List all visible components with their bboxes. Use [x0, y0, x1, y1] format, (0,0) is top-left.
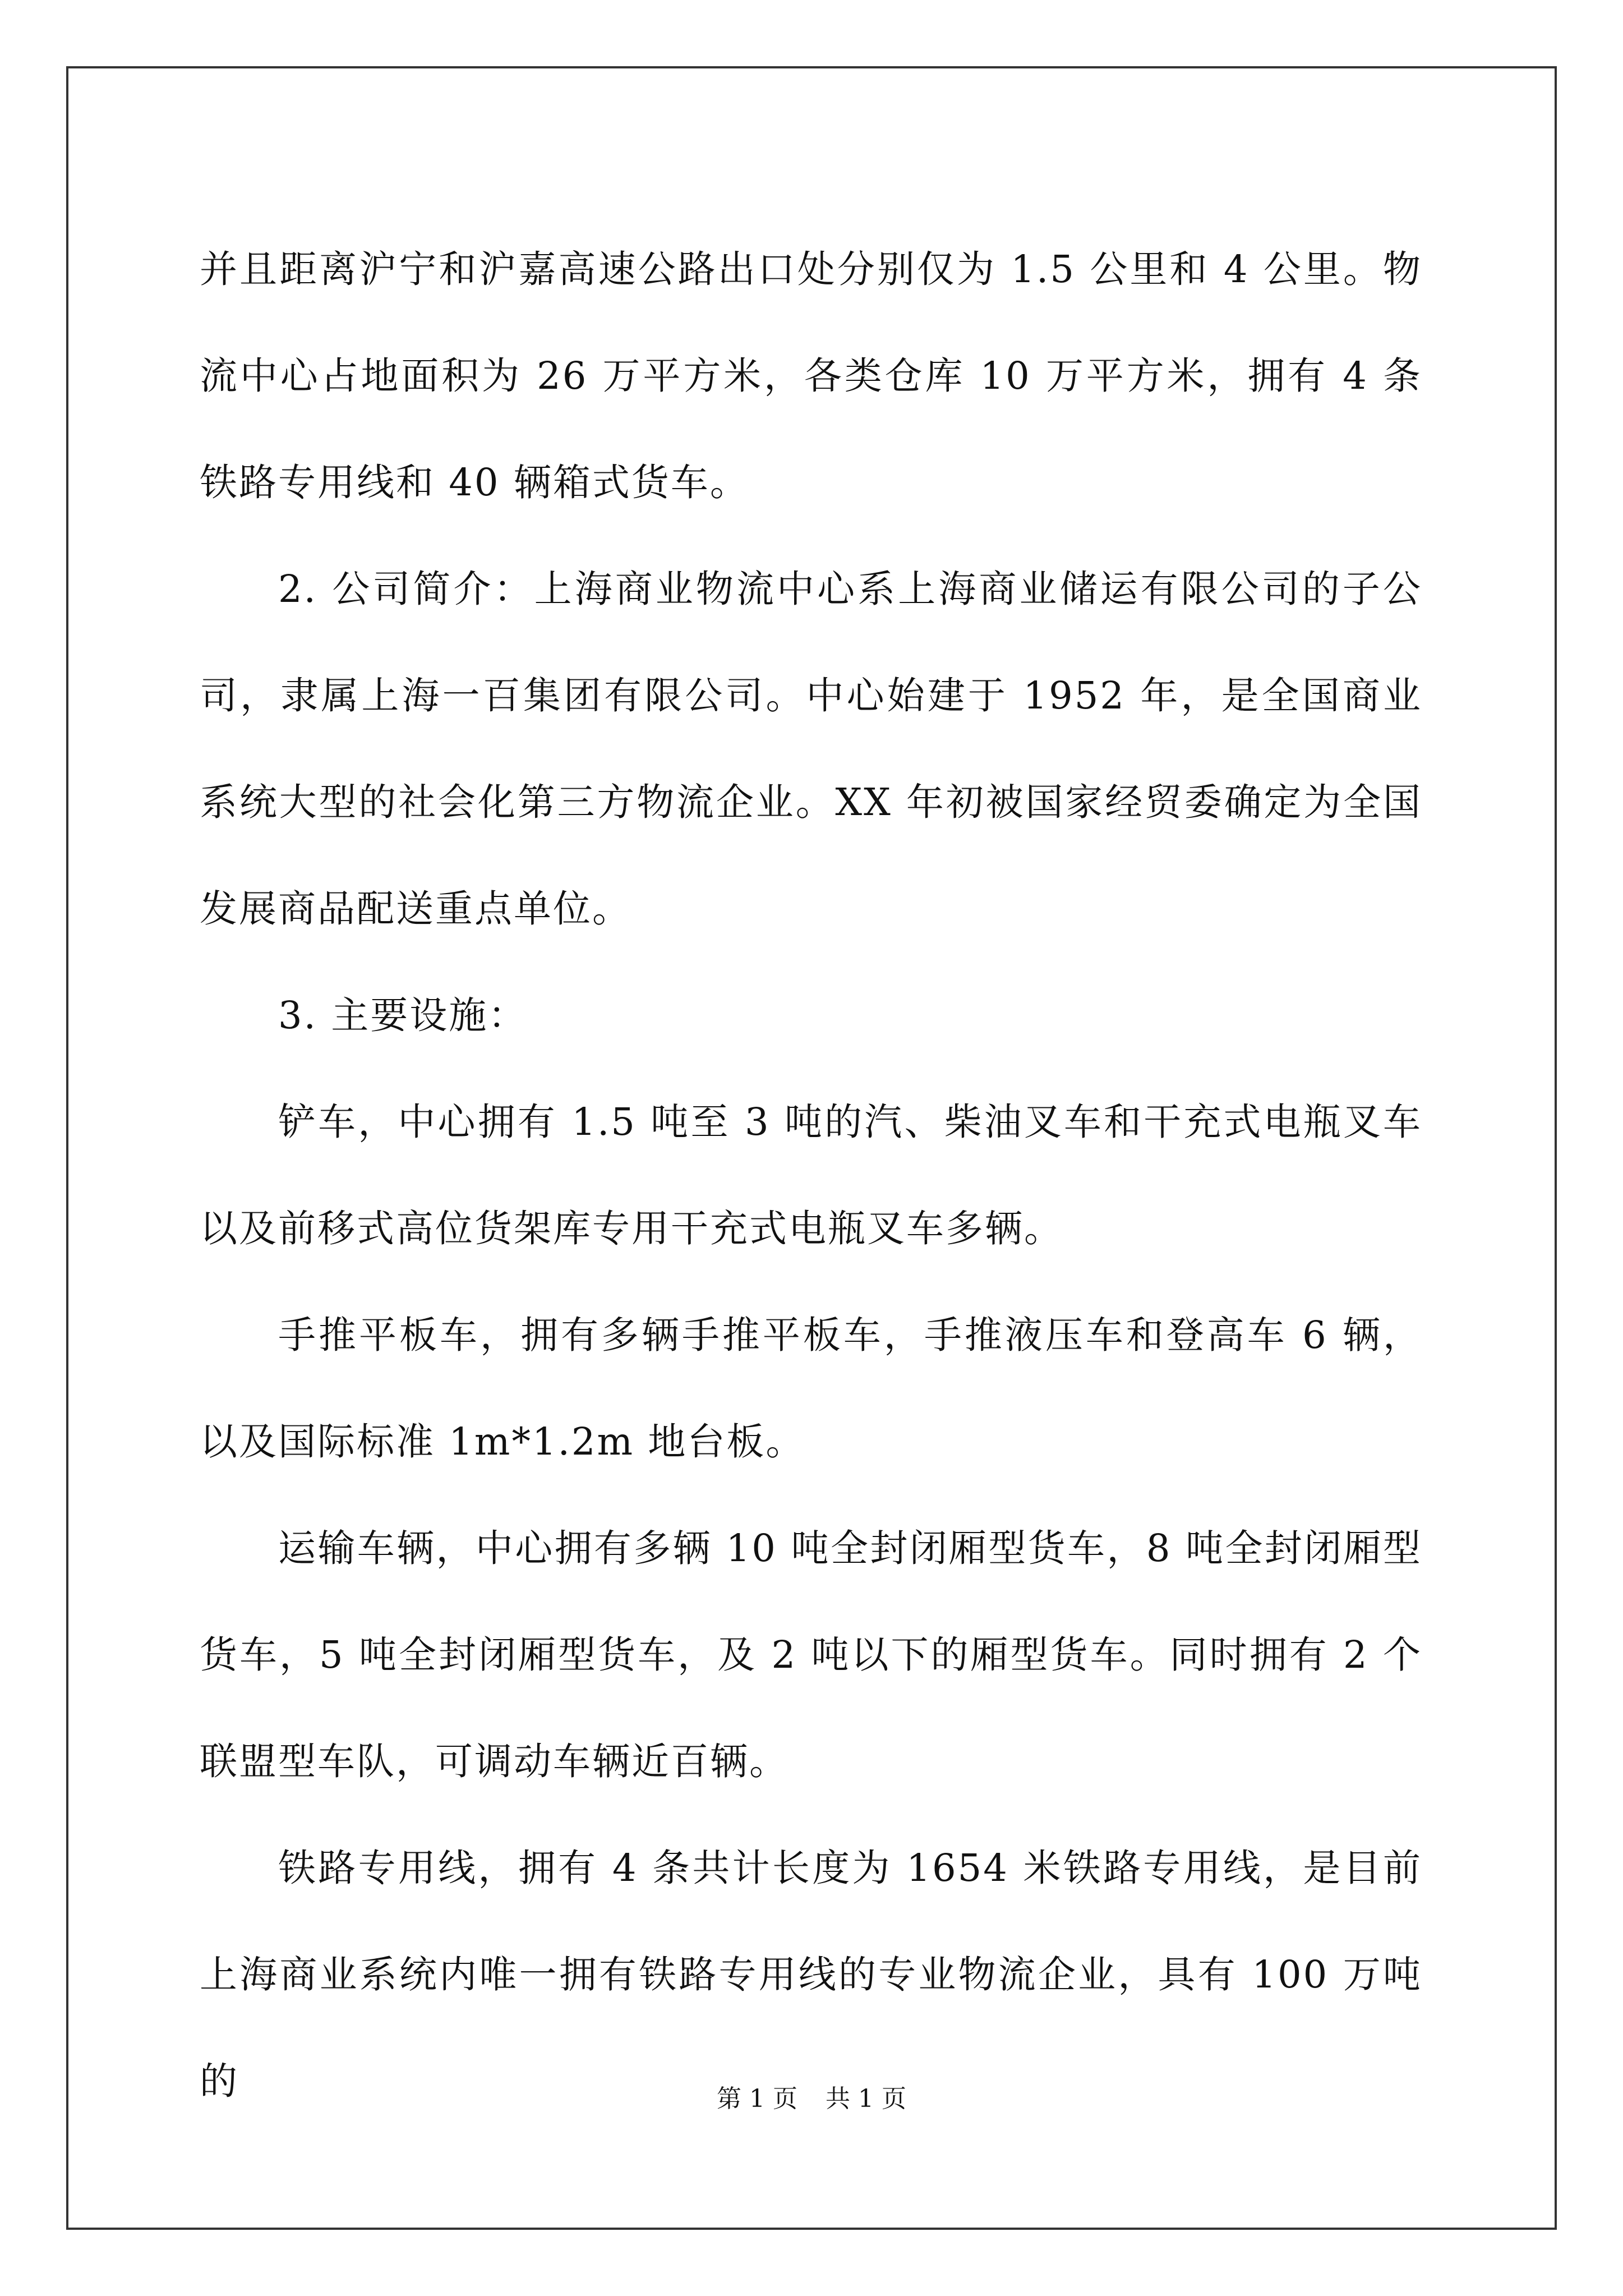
- paragraph-transport-vehicles: 运输车辆，中心拥有多辆 10 吨全封闭厢型货车，8 吨全封闭厢型货车，5 吨全封闭厢型货车，及 2 吨以下的厢型货车。同时拥有 2 个联盟型车队，可调动车辆近百辆。: [200, 1526, 1422, 1783]
- paragraph-main-facilities-heading: 3. 主要设施：: [278, 993, 528, 1037]
- paragraph-hand-carts: 手推平板车，拥有多辆手推平板车，手推液压车和登高车 6 辆，以及国际标准 1m*1.2m 地台板。: [200, 1313, 1422, 1464]
- page-number-total: 共 1 页: [826, 2085, 906, 2113]
- paragraph-railway-lines: 铁路专用线，拥有 4 条共计长度为 1654 米铁路专用线，是目前上海商业系统内唯一拥有铁路专用线的专业物流企业，具有 100 万吨的: [200, 1846, 1422, 2103]
- page-footer: [0, 2082, 1623, 2116]
- paragraph-company-intro: 2. 公司简介：上海商业物流中心系上海商业储运有限公司的子公司，隶属上海一百集团有限公司。中心始建于 1952 年，是全国商业系统大型的社会化第三方物流企业。XX 年初被国家经贸委确定为全国发展商品配送重点单位。: [200, 567, 1422, 931]
- document-body: [200, 216, 1422, 2134]
- paragraph-location: 并且距离沪宁和沪嘉高速公路出口处分别仅为 1.5 公里和 4 公里。物流中心占地面积为 26 万平方米，各类仓库 10 万平方米，拥有 4 条铁路专用线和 40 辆箱式货车。: [200, 247, 1422, 504]
- paragraph-forklifts: 铲车，中心拥有 1.5 吨至 3 吨的汽、柴油叉车和干充式电瓶叉车以及前移式高位货架库专用干充式电瓶叉车多辆。: [200, 1100, 1422, 1250]
- page-number-current: 第 1 页: [717, 2085, 797, 2113]
